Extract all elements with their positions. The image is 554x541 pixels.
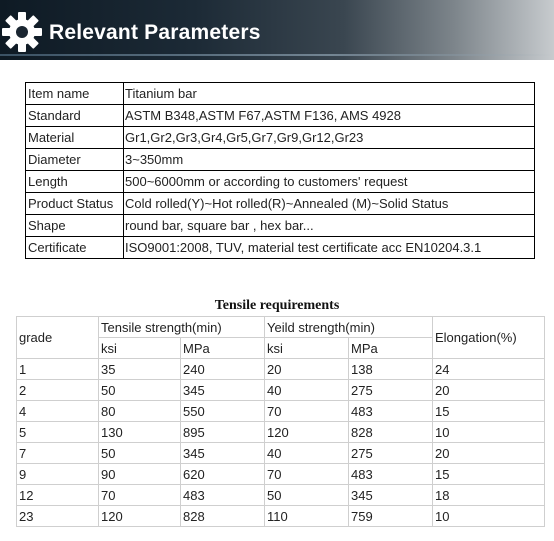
- table-row: [17, 422, 545, 443]
- cell-yield-mpa: 345: [349, 485, 433, 506]
- parameter-row: [26, 149, 535, 171]
- cell-yield-mpa: 828: [349, 422, 433, 443]
- cell-yield-mpa: 759: [349, 506, 433, 527]
- cell-elongation: 10: [433, 422, 545, 443]
- parameter-row: [26, 83, 535, 105]
- cell-grade: 23: [17, 506, 99, 527]
- parameter-value: Titanium bar: [124, 83, 535, 105]
- parameter-value: ISO9001:2008, TUV, material test certificate acc EN10204.3.1: [124, 237, 535, 259]
- subheader-yield-ksi: ksi: [265, 338, 349, 359]
- parameter-value: 3~350mm: [124, 149, 535, 171]
- section-banner: [0, 0, 554, 60]
- tensile-table: [16, 316, 545, 527]
- tensile-header-row: [17, 317, 545, 338]
- parameter-key: Diameter: [26, 149, 124, 171]
- cell-tensile-mpa: 550: [181, 401, 265, 422]
- cell-tensile-mpa: 483: [181, 485, 265, 506]
- cell-yield-ksi: 40: [265, 443, 349, 464]
- parameter-key: Standard: [26, 105, 124, 127]
- cell-grade: 4: [17, 401, 99, 422]
- subheader-yield-mpa: MPa: [349, 338, 433, 359]
- cell-yield-ksi: 50: [265, 485, 349, 506]
- cell-yield-mpa: 275: [349, 380, 433, 401]
- parameter-value: ASTM B348,ASTM F67,ASTM F136, AMS 4928: [124, 105, 535, 127]
- parameters-table: [25, 82, 535, 259]
- parameter-value: Gr1,Gr2,Gr3,Gr4,Gr5,Gr7,Gr9,Gr12,Gr23: [124, 127, 535, 149]
- section-title: Relevant Parameters: [49, 21, 261, 44]
- table-row: [17, 464, 545, 485]
- table-row: [17, 359, 545, 380]
- parameter-key: Certificate: [26, 237, 124, 259]
- cell-yield-ksi: 70: [265, 464, 349, 485]
- parameter-row: [26, 171, 535, 193]
- cell-yield-ksi: 110: [265, 506, 349, 527]
- cell-yield-ksi: 120: [265, 422, 349, 443]
- parameter-key: Product Status: [26, 193, 124, 215]
- cell-tensile-ksi: 70: [99, 485, 181, 506]
- parameter-key: Item name: [26, 83, 124, 105]
- cell-tensile-mpa: 240: [181, 359, 265, 380]
- cell-yield-mpa: 483: [349, 401, 433, 422]
- cell-tensile-mpa: 345: [181, 443, 265, 464]
- cell-grade: 5: [17, 422, 99, 443]
- parameter-row: [26, 237, 535, 259]
- header-grade: grade: [17, 317, 99, 359]
- cell-grade: 1: [17, 359, 99, 380]
- cell-tensile-mpa: 895: [181, 422, 265, 443]
- header-tensile-strength: Tensile strength(min): [99, 317, 265, 338]
- table-row: [17, 401, 545, 422]
- cell-elongation: 18: [433, 485, 545, 506]
- cell-tensile-mpa: 345: [181, 380, 265, 401]
- cell-tensile-ksi: 80: [99, 401, 181, 422]
- cell-elongation: 20: [433, 443, 545, 464]
- cell-yield-mpa: 483: [349, 464, 433, 485]
- cell-tensile-ksi: 120: [99, 506, 181, 527]
- parameter-key: Material: [26, 127, 124, 149]
- parameter-row: [26, 105, 535, 127]
- cell-tensile-ksi: 50: [99, 443, 181, 464]
- cell-elongation: 10: [433, 506, 545, 527]
- parameter-key: Shape: [26, 215, 124, 237]
- parameter-row: [26, 127, 535, 149]
- table-row: [17, 485, 545, 506]
- cell-grade: 7: [17, 443, 99, 464]
- cell-yield-mpa: 275: [349, 443, 433, 464]
- parameter-row: [26, 215, 535, 237]
- cell-tensile-mpa: 828: [181, 506, 265, 527]
- table-row: [17, 443, 545, 464]
- parameter-row: [26, 193, 535, 215]
- cell-yield-ksi: 20: [265, 359, 349, 380]
- table-row: [17, 506, 545, 527]
- cell-elongation: 15: [433, 464, 545, 485]
- cell-tensile-ksi: 90: [99, 464, 181, 485]
- cell-elongation: 15: [433, 401, 545, 422]
- table-row: [17, 380, 545, 401]
- cell-grade: 9: [17, 464, 99, 485]
- parameter-value: Cold rolled(Y)~Hot rolled(R)~Annealed (M)~Solid Status: [124, 193, 535, 215]
- subheader-tensile-mpa: MPa: [181, 338, 265, 359]
- cell-elongation: 24: [433, 359, 545, 380]
- cell-tensile-mpa: 620: [181, 464, 265, 485]
- tensile-caption: Tensile requirements: [214, 298, 340, 313]
- header-elongation: Elongation(%): [433, 317, 545, 359]
- cell-tensile-ksi: 35: [99, 359, 181, 380]
- cell-grade: 12: [17, 485, 99, 506]
- parameter-key: Length: [26, 171, 124, 193]
- header-yield-strength: Yeild strength(min): [265, 317, 433, 338]
- parameter-value: 500~6000mm or according to customers' request: [124, 171, 535, 193]
- gear-icon: [0, 10, 44, 54]
- cell-tensile-ksi: 130: [99, 422, 181, 443]
- cell-elongation: 20: [433, 380, 545, 401]
- cell-tensile-ksi: 50: [99, 380, 181, 401]
- cell-grade: 2: [17, 380, 99, 401]
- parameter-value: round bar, square bar , hex bar...: [124, 215, 535, 237]
- subheader-tensile-ksi: ksi: [99, 338, 181, 359]
- cell-yield-ksi: 70: [265, 401, 349, 422]
- cell-yield-mpa: 138: [349, 359, 433, 380]
- cell-yield-ksi: 40: [265, 380, 349, 401]
